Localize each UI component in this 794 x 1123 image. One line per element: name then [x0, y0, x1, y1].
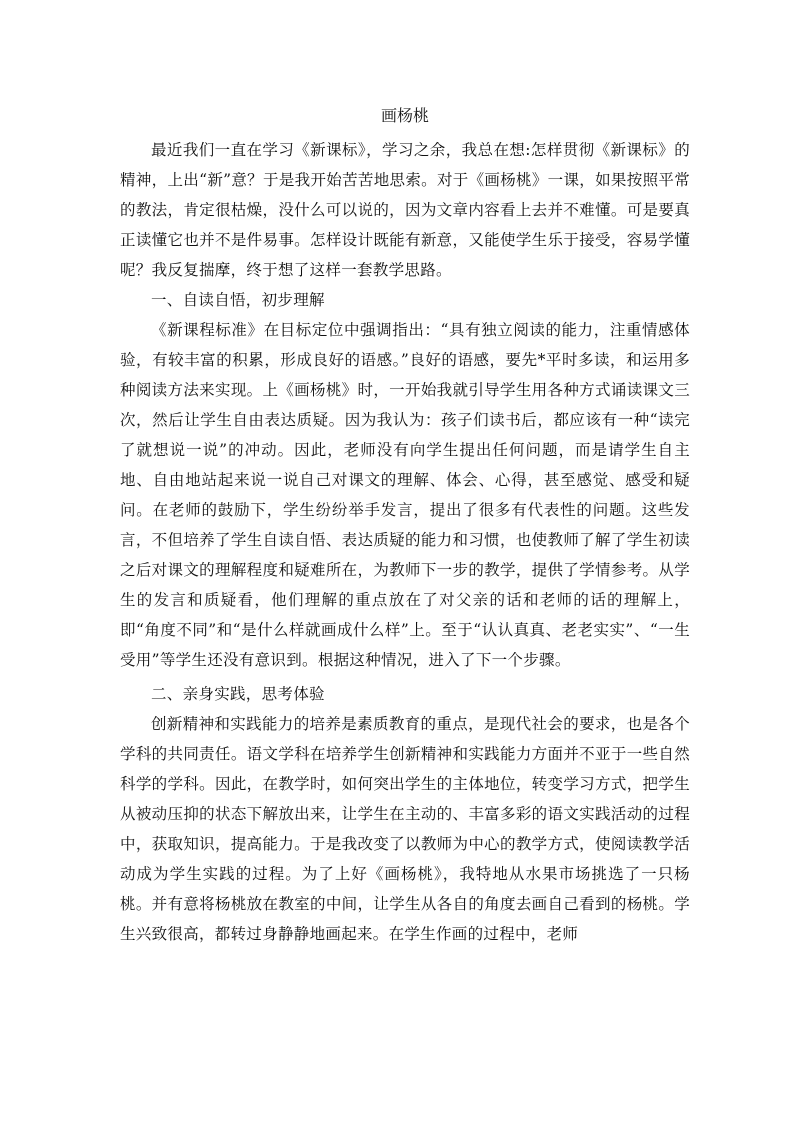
intro-paragraph: 最近我们一直在学习《新课标》，学习之余，我总在想:怎样贯彻《新课标》的精神，上出“新”意？于是我开始苦苦地思索。对于《画杨桃》一课，如果按照平常的教法，肯定很枯燥，没什么可以说的，因为文章内容看上去并不难懂。可是要真正读懂它也并不是件易事。怎样设计既能有新意，又能使学生乐于接受，容易学懂呢？我反复揣摩，终于想了这样一套教学思路。: [120, 141, 690, 279]
section-2-heading: 二、亲身实践，思考体验: [151, 685, 325, 703]
section-1-heading: 一、自读自悟，初步理解: [151, 291, 325, 309]
section-1-paragraph: 《新课程标准》在目标定位中强调指出：“具有独立阅读的能力，注重情感体验，有较丰富的积累，形成良好的语感。”良好的语感，要先*平时多读，和运用多种阅读方法来实现。上《画杨桃》时，一开始我就引导学生用各种方式诵读课文三次，然后让学生自由表达质疑。因为我认为：孩子们读书后，都应该有一种“读完了就想说一说”的冲动。因此，老师没有向学生提出任何问题，而是请学生自主地、自由地站起来说一说自己对课文的理解、体会、心得，甚至感觉、感受和疑问。在老师的鼓励下，学生纷纷举手发言，提出了很多有代表性的问题。这些发言，不但培养了学生自读自悟、表达质疑的能力和习惯，也使教师了解了学生初读之后对课文的理解程度和疑难所在，为教师下一步的教学，提供了学情参考。从学生的发言和质疑看，他们理解的重点放在了对父亲的话和老师的话的理解上，即“角度不同”和“是什么样就画成什么样”上。至于“认认真真、老老实实”、“一生受用”等学生还没有意识到。根据这种情况，进入了下一个步骤。: [120, 321, 690, 669]
section-2-paragraph: 创新精神和实践能力的培养是素质教育的重点，是现代社会的要求，也是各个学科的共同责任。语文学科在培养学生创新精神和实践能力方面并不亚于一些自然科学的学科。因此，在教学时，如何突出学生的主体地位，转变学习方式，把学生从被动压抑的状态下解放出来，让学生在主动的、丰富多彩的语文实践活动的过程中，获取知识，提高能力。于是我改变了以教师为中心的教学方式，使阅读教学活动成为学生实践的过程。为了上好《画杨桃》，我特地从水果市场挑选了一只杨桃。并有意将杨桃放在教室的中间，让学生从各自的角度去画自己看到的杨桃。学生兴致很高，都转过身静静地画起来。在学生作画的过程中，老师: [120, 715, 690, 943]
document-title: 画杨桃: [380, 106, 429, 125]
document-body: [120, 104, 690, 949]
